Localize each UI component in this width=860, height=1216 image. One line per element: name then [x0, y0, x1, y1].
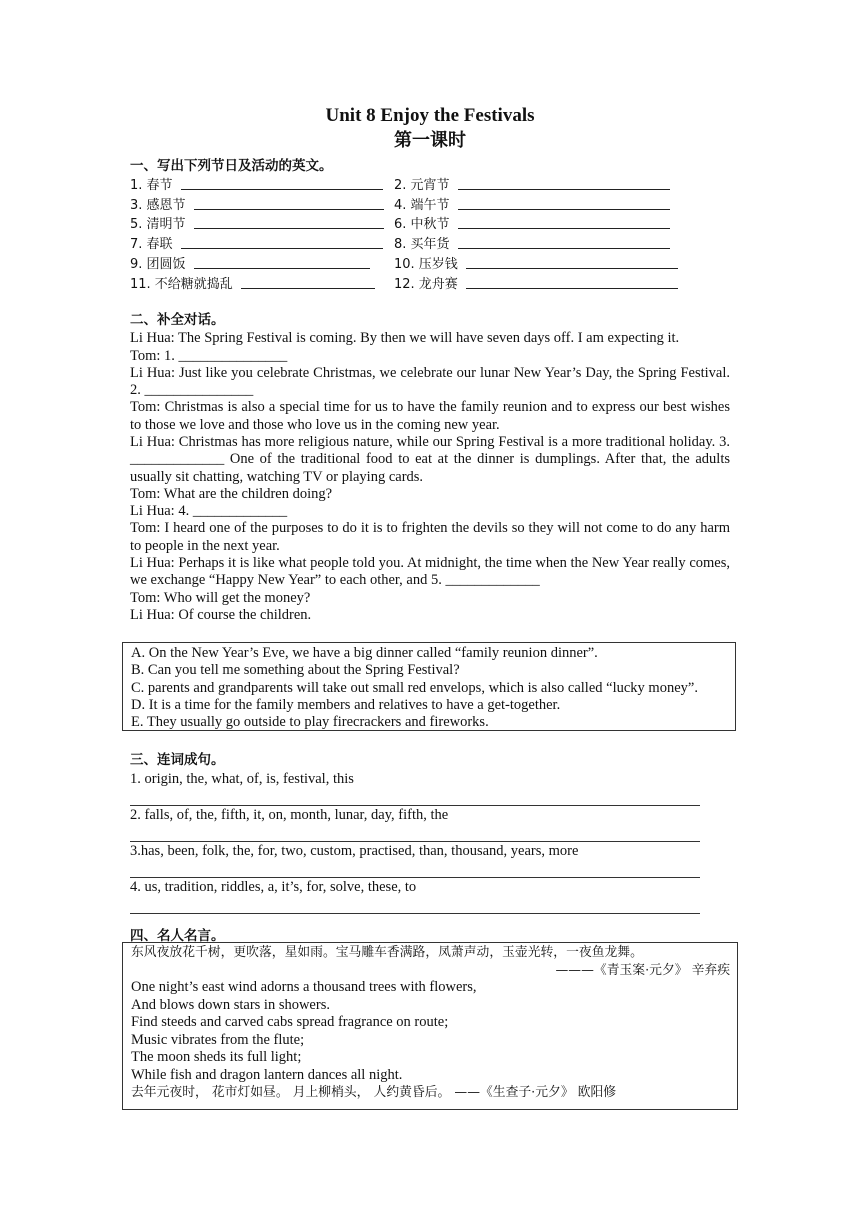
vocab-list: [130, 176, 730, 294]
answer-line[interactable]: [130, 896, 700, 914]
section2-heading: 二、补全对话。: [130, 312, 225, 329]
vocab-row: [130, 196, 730, 216]
answer-blank[interactable]: [458, 196, 670, 210]
dialogue: [130, 330, 730, 624]
vocab-prompt: 8. 买年货: [394, 237, 450, 253]
vocab-prompt: 3. 感恩节: [130, 197, 186, 213]
option-item: A. On the New Year’s Eve, we have a big dinner called “family reunion dinner”.: [131, 645, 598, 661]
poem-english-line: Music vibrates from the flute;: [131, 1031, 305, 1048]
section3-heading: 三、连词成句。: [130, 752, 225, 768]
dialogue-line: Li Hua: Christmas has more religious nature, while our Spring Festival is a more traditional holiday. 3. _____________ One of the traditional food to eat at the dinner is dumplings. After that, the adults usually sit chatting, watching TV or playing cards.: [130, 434, 730, 485]
option-item: B. Can you tell me something about the Spring Festival?: [131, 662, 460, 679]
vocab-prompt: 1. 春节: [130, 178, 173, 193]
dialogue-line: Li Hua: 4. _____________: [130, 503, 288, 520]
answer-blank[interactable]: [181, 235, 383, 249]
poem-english-line: While fish and dragon lantern dances all night.: [131, 1066, 403, 1083]
vocab-row: [130, 235, 730, 255]
option-item: D. It is a time for the family members and relatives to have a get-together.: [131, 696, 561, 713]
answer-blank[interactable]: [458, 235, 670, 249]
section3: [130, 748, 730, 914]
vocab-prompt: 11. 不给糖就捣乱: [130, 276, 233, 292]
vocab-prompt: 12. 龙舟赛: [394, 276, 458, 292]
quote-box: [122, 942, 738, 1110]
answer-blank[interactable]: [194, 215, 384, 229]
answer-blank[interactable]: [194, 196, 384, 210]
dialogue-line: Tom: Who will get the money?: [130, 589, 311, 606]
worksheet: [130, 104, 730, 624]
page-title: Unit 8 Enjoy the Festivals: [325, 105, 535, 126]
option-item: C. parents and grandparents will take out small red envelops, which is also called “lucky money”.: [131, 679, 698, 696]
dialogue-line: Tom: What are the children doing?: [130, 485, 333, 502]
section1-heading: 一、写出下列节日及活动的英文。: [130, 158, 333, 174]
poem-second: 去年元夜时， 花市灯如昼。 月上柳梢头， 人约黄昏后。 ——《生查子·元夕》 欧阳修: [131, 1085, 617, 1100]
vocab-prompt: 9. 团圆饭: [130, 256, 186, 272]
dialogue-line: Tom: 1. _______________: [130, 347, 288, 364]
poem-chinese: 东风夜放花千树，更吹落，星如雨。宝马雕车香满路，凤萧声动，玉壶光转，一夜鱼龙舞。: [131, 945, 643, 960]
vocab-row: [130, 275, 730, 295]
poem-english-line: And blows down stars in showers.: [131, 996, 330, 1013]
reorder-item: 2. falls, of, the, fifth, it, on, month, lunar, day, fifth, the: [130, 807, 449, 823]
vocab-prompt: 7. 春联: [130, 237, 173, 253]
vocab-prompt: 5. 清明节: [130, 217, 186, 233]
dialogue-line: Li Hua: Perhaps it is like what people told you. At midnight, the time when the New Year really comes, we exchange “Happy New Year” to each other, and 5. _____________: [130, 555, 730, 589]
answer-blank[interactable]: [466, 255, 678, 269]
vocab-prompt: 6. 中秋节: [394, 217, 450, 233]
reorder-item: 1. origin, the, what, of, is, festival, this: [130, 771, 354, 787]
page-subtitle: 第一课时: [394, 130, 466, 151]
answer-blank[interactable]: [241, 275, 375, 289]
vocab-row: [130, 176, 730, 196]
reorder-item: 3.has, been, folk, the, for, two, custom, practised, than, thousand, years, more: [130, 843, 579, 859]
options-box: [122, 642, 736, 731]
dialogue-line: Tom: I heard one of the purposes to do it is to frighten the devils so they will not come to do any harm to people in the next year.: [130, 520, 730, 554]
vocab-prompt: 2. 元宵节: [394, 178, 450, 193]
poem-source: ———《青玉案·元夕》 辛弃疾: [555, 962, 730, 978]
answer-blank[interactable]: [458, 176, 670, 190]
answer-line[interactable]: [130, 788, 700, 806]
option-item: E. They usually go outside to play firecrackers and fireworks.: [131, 714, 489, 731]
vocab-row: [130, 215, 730, 235]
answer-blank[interactable]: [181, 176, 383, 190]
dialogue-line: Li Hua: Of course the children.: [130, 606, 312, 623]
answer-blank[interactable]: [194, 255, 370, 269]
dialogue-line: Li Hua: The Spring Festival is coming. By then we will have seven days off. I am expecting it.: [130, 330, 680, 347]
vocab-prompt: 10. 压岁钱: [394, 256, 458, 272]
poem-english-line: One night’s east wind adorns a thousand trees with flowers,: [131, 979, 477, 995]
answer-line[interactable]: [130, 824, 700, 842]
vocab-prompt: 4. 端午节: [394, 197, 450, 213]
vocab-row: [130, 255, 730, 275]
answer-blank[interactable]: [458, 215, 670, 229]
poem-english-line: The moon sheds its full light;: [131, 1049, 302, 1065]
dialogue-line: Tom: Christmas is also a special time for us to have the family reunion and to express our best wishes to those we love and those who love us in the coming new year.: [130, 399, 730, 433]
section4-heading: 四、名人名言。: [130, 928, 225, 944]
answer-line[interactable]: [130, 860, 700, 878]
answer-blank[interactable]: [466, 275, 678, 289]
poem-english-line: Find steeds and carved cabs spread fragrance on route;: [131, 1014, 449, 1030]
reorder-item: 4. us, tradition, riddles, a, it’s, for, solve, these, to: [130, 879, 417, 895]
dialogue-line: Li Hua: Just like you celebrate Christmas, we celebrate our lunar New Year’s Day, the Spring Festival. 2. _______________: [130, 364, 730, 399]
